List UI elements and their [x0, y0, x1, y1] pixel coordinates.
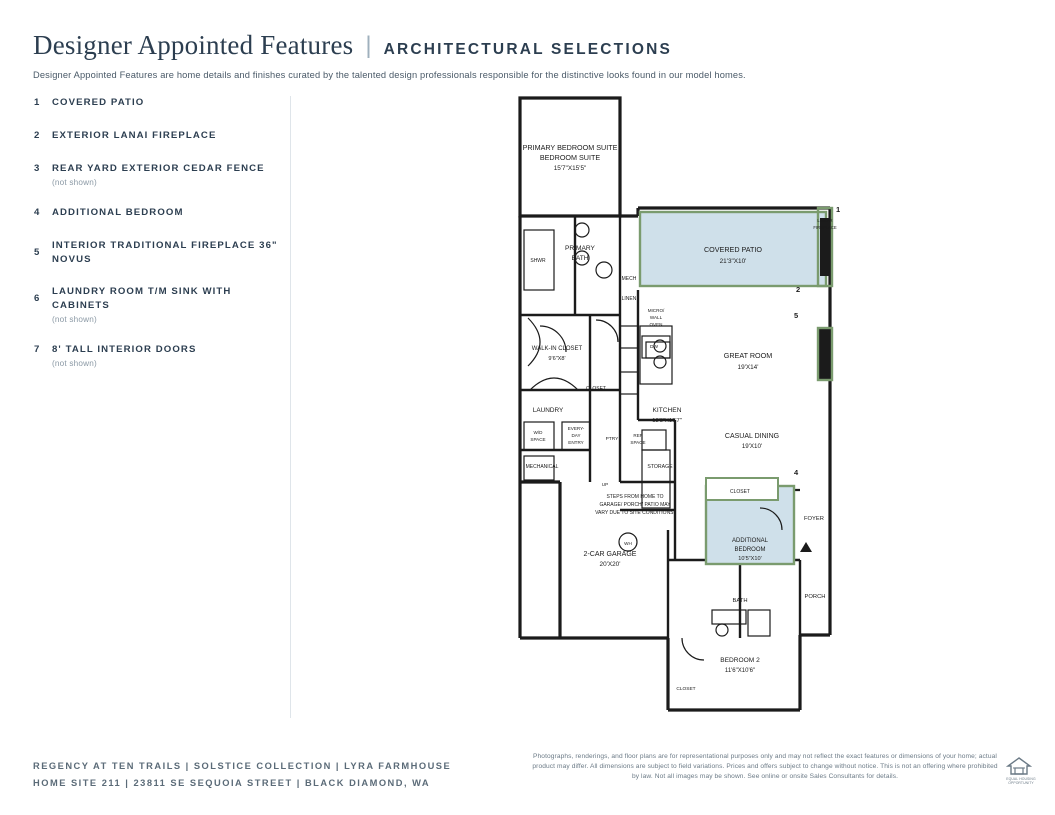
label-wall: WALL	[649, 315, 663, 320]
feature-item-2	[34, 129, 279, 143]
label-linen: LINEN	[621, 296, 637, 302]
label-linear-fireplace-2: FIREPLACE	[813, 225, 837, 230]
eho-caption: EQUAL HOUSING OPPORTUNITY	[1006, 777, 1036, 785]
feature-number: 2	[34, 129, 40, 141]
callout-2: 2	[796, 285, 801, 294]
feature-number: 1	[34, 97, 40, 108]
label-shwr: SHWR	[530, 258, 546, 264]
feature-number: 4	[34, 206, 40, 218]
feature-item-3	[34, 162, 279, 187]
room-dims: 15'7"X15'5"	[553, 165, 587, 172]
label-ref: REF	[633, 433, 643, 438]
label-day: DAY	[571, 433, 581, 438]
room-label-covered-patio: COVERED PATIO	[703, 245, 763, 254]
room-label-porch: PORCH	[804, 594, 826, 600]
steps-note-line1: STEPS FROM HOME TO	[606, 494, 664, 500]
room-label-bath: BATH	[732, 598, 748, 604]
label-wh: WH	[624, 541, 632, 546]
footer-line-1: REGENCY AT TEN TRAILS | SOLSTICE COLLECTION | LYRA FARMHOUSE	[33, 761, 452, 771]
label-dw: DW	[650, 345, 658, 350]
label-up: UP	[601, 482, 609, 487]
feature-label: 8' TALL INTERIOR DOORS	[52, 344, 197, 356]
callout-5: 5	[794, 311, 799, 320]
room-dims-covered-patio: 21'3"X10'	[719, 258, 747, 265]
label-closet-bed2: CLOSET	[676, 687, 696, 692]
room-label-additional-bedroom: ADDITIONAL	[731, 538, 769, 544]
label-space: SPACE	[530, 437, 546, 442]
title-divider: |	[365, 32, 372, 59]
feature-note: (not shown)	[52, 359, 97, 369]
label-every: EVERY-	[567, 426, 585, 431]
room-label-additional-bedroom-2: BEDROOM	[734, 547, 766, 553]
header-description: Designer Appointed Features are home details and finishes curated by the talented design professionals responsible for the distinctive looks found in our model homes.	[33, 70, 746, 80]
feature-note: (not shown)	[52, 315, 97, 325]
room-label: PRIMARY BEDROOM SUITE	[522, 143, 618, 152]
room-label-primary-bath: PRIMARY	[565, 245, 595, 252]
page-header	[33, 30, 1013, 80]
feature-item-7	[34, 343, 279, 368]
house-icon	[1006, 756, 1032, 776]
label-ptry: PTRY	[605, 437, 619, 442]
room-label-bedroom-2: BEDROOM 2	[720, 657, 760, 664]
feature-number: 3	[34, 162, 40, 174]
room-dims-additional-bedroom: 10'5"X10'	[738, 556, 762, 562]
label-closet-add-bed: CLOSET	[729, 489, 751, 495]
label-micro: MICRO/	[647, 308, 665, 313]
room-dims-kitchen: 18'8"X10'7"	[652, 418, 682, 424]
room-label-foyer: FOYER	[804, 516, 824, 522]
feature-item-6	[34, 285, 279, 324]
room-label-casual-dining: CASUAL DINING	[724, 433, 780, 440]
steps-note-line3: VARY DUE TO SITE CONDITIONS.	[595, 510, 675, 516]
label-oven: OVEN	[649, 322, 663, 327]
feature-item-4	[34, 206, 279, 220]
room-dims-bedroom-2: 11'6"X10'6"	[724, 668, 756, 674]
feature-note: (not shown)	[52, 177, 97, 187]
equal-housing-opportunity-logo	[1006, 756, 1036, 785]
footer-disclaimer: Photographs, renderings, and floor plans are for representational purposes only and may not reflect the exact features or dimensions of your home; actual product may differ. All dimensions are subject to field variations. Prices and offers subject to change without notice. This is not an offering where prohibited by law. Not all images may be shown. See online or onsite Sales Consultants for details.	[532, 753, 998, 781]
room-label-kitchen: KITCHEN	[652, 407, 682, 414]
footer-line-2: HOME SITE 211 | 23811 SE SEQUOIA STREET | BLACK DIAMOND, WA	[33, 778, 431, 789]
label-mech: MECH	[621, 276, 637, 282]
label-entry: ENTRY	[568, 440, 584, 445]
label-wd: W/D	[533, 430, 543, 435]
footer-community-info	[33, 758, 451, 792]
label-closet-kitchen: CLOSET	[585, 386, 607, 392]
room-label-walk-in-closet: WALK-IN CLOSET	[531, 346, 583, 352]
room-dims-garage: 20'X20'	[599, 561, 621, 568]
label-mechanical: MECHANICAL	[525, 464, 559, 470]
steps-note-line2: GARAGE/ PORCH/ PATIO MAY	[599, 502, 671, 508]
room-dims-walk-in-closet: 9'6"X8'	[548, 356, 566, 362]
room-label-laundry: LAUNDRY	[532, 407, 564, 414]
feature-label: ADDITIONAL BEDROOM	[52, 206, 184, 218]
room-label-great-room: GREAT ROOM	[723, 351, 773, 360]
room-label-primary-bath-2: BATH	[571, 255, 589, 262]
feature-item-1	[34, 96, 279, 110]
feature-label: REAR YARD EXTERIOR CEDAR FENCE	[52, 162, 265, 174]
room-dims-casual-dining: 19'X10'	[741, 443, 763, 450]
floor-plan	[500, 90, 860, 730]
feature-number: 6	[34, 293, 40, 305]
features-list	[34, 96, 279, 387]
room-dims-great-room: 19'X14'	[737, 364, 759, 371]
page-title: Designer Appointed Features	[33, 30, 354, 60]
entry-arrow-icon	[800, 542, 812, 552]
callout-1: 1	[836, 205, 841, 214]
callout-4: 4	[794, 468, 799, 477]
feature-item-5	[34, 239, 279, 267]
room-label-line2: BEDROOM SUITE	[539, 153, 601, 162]
label-storage: STORAGE	[647, 464, 673, 470]
title-row	[33, 30, 1013, 61]
feature-number: 7	[34, 344, 40, 356]
feature-number: 5	[34, 246, 40, 258]
feature-label: COVERED PATIO	[52, 97, 145, 108]
label-linear-fireplace: LINEAR	[817, 218, 833, 223]
page-subtitle-label: ARCHITECTURAL SELECTIONS	[383, 41, 673, 58]
room-label-garage: 2-CAR GARAGE	[583, 551, 637, 558]
feature-label: LAUNDRY ROOM T/M SINK WITH CABINETS	[52, 286, 232, 312]
label-ref-space: SPACE	[630, 440, 646, 445]
feature-label: INTERIOR TRADITIONAL FIREPLACE 36" NOVUS	[52, 239, 278, 265]
feature-label: EXTERIOR LANAI FIREPLACE	[52, 129, 217, 141]
vertical-divider	[290, 96, 291, 718]
